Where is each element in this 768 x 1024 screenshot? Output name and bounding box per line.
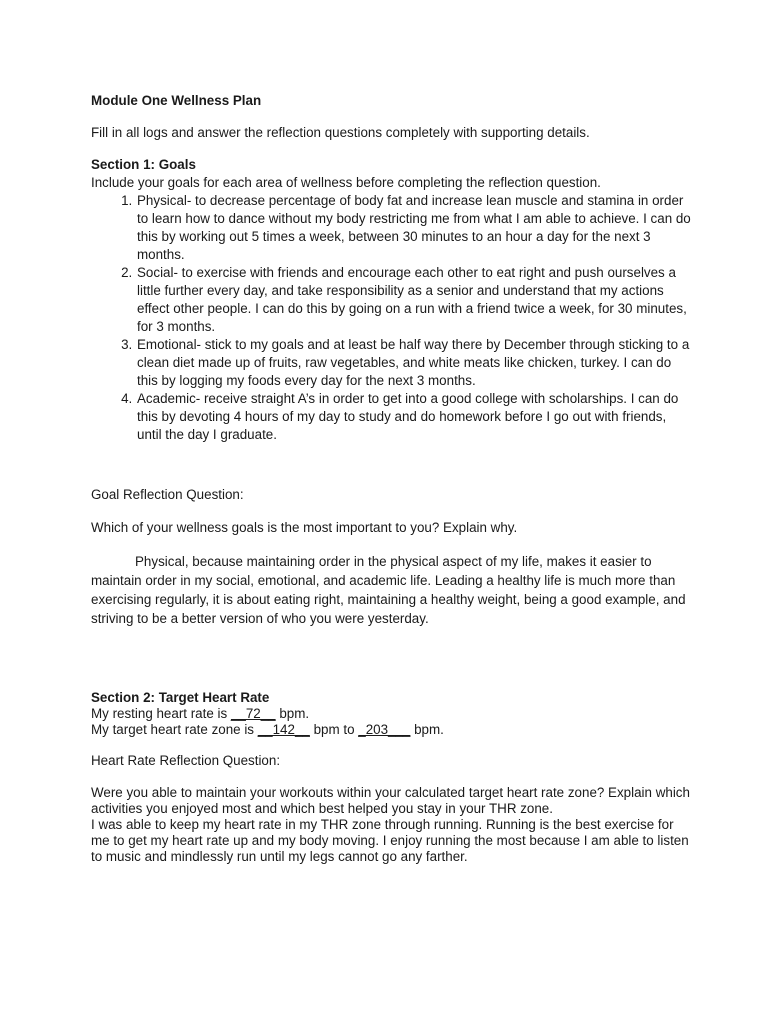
goal-reflection-answer: Physical, because maintaining order in the physical aspect of my life, makes it easier to maintain order in my social, emotional, and academic life. Leading a healthy life is much more than exercising regularly, it is about eating right, maintaining a healthy weight, being a good example, and striving to be a better version of who you were yesterday. — [91, 554, 686, 626]
instructions-text: Fill in all logs and answer the reflection questions completely with supporting details. — [91, 125, 590, 140]
resting-heart-rate-suffix: bpm. — [275, 706, 310, 721]
target-heart-rate-suffix: bpm. — [410, 722, 444, 737]
goal-academic: 4. Academic- receive straight A’s in order to get into a good college with scholarships. I can do this by devoting 4 hours of my day to study and do homework before I go out with friends, until the day I graduate. — [136, 390, 691, 444]
goal-physical: 1. Physical- to decrease percentage of body fat and increase lean muscle and stamina in order to learn how to dance without my body restricting me from what I am able to achieve. I can do this by working out 5 times a week, between 30 minutes to an hour a day for the next 3 months. — [136, 192, 691, 264]
heart-rate-reflection-answer: I was able to keep my heart rate in my THR zone through running. Running is the best exercise for me to get my heart rate up and my body moving. I enjoy running the most because I am able to listen to music and mindlessly run until my legs cannot go any farther. — [91, 817, 689, 864]
target-heart-rate-prefix: My target heart rate zone is — [91, 722, 258, 737]
section2-heading: Section 2: Target Heart Rate — [91, 690, 270, 705]
resting-heart-rate-value: __72__ — [230, 706, 276, 721]
section1-heading: Section 1: Goals — [91, 157, 196, 172]
target-heart-rate-mid: bpm to — [309, 722, 359, 737]
target-heart-rate-line — [91, 722, 691, 738]
heart-rate-reflection-question: Were you able to maintain your workouts within your calculated target heart rate zone? Explain which activities you enjoyed most and which best helped you stay in your THR zone. — [91, 785, 690, 816]
heart-rate-reflection-block — [91, 785, 691, 865]
goals-list — [91, 192, 691, 444]
document-title: Module One Wellness Plan — [91, 93, 262, 108]
target-heart-rate-high: _203___ — [358, 722, 411, 737]
goal-reflection-question: Which of your wellness goals is the most important to you? Explain why. — [91, 520, 518, 535]
goal-emotional: 3. Emotional- stick to my goals and at least be half way there by December through sticking to a clean diet made up of fruits, raw vegetables, and white meats like chicken, turkey. I can do this by logging my foods every day for the next 3 months. — [136, 336, 691, 390]
goal-reflection-label: Goal Reflection Question: — [91, 487, 244, 502]
heart-rate-reflection-label: Heart Rate Reflection Question: — [91, 753, 281, 768]
resting-heart-rate-prefix: My resting heart rate is — [91, 706, 231, 721]
resting-heart-rate-line — [91, 706, 691, 722]
section1-intro: Include your goals for each area of wellness before completing the reflection question. — [91, 175, 601, 190]
goal-social: 2. Social- to exercise with friends and encourage each other to eat right and push ourselves a little further every day, and take responsibility as a senior and understand that my actions effect other people. I can do this by going on a run with a friend twice a week, for 30 minutes, for 3 months. — [136, 264, 691, 336]
target-heart-rate-low: __142__ — [257, 722, 310, 737]
document-page — [91, 92, 691, 865]
